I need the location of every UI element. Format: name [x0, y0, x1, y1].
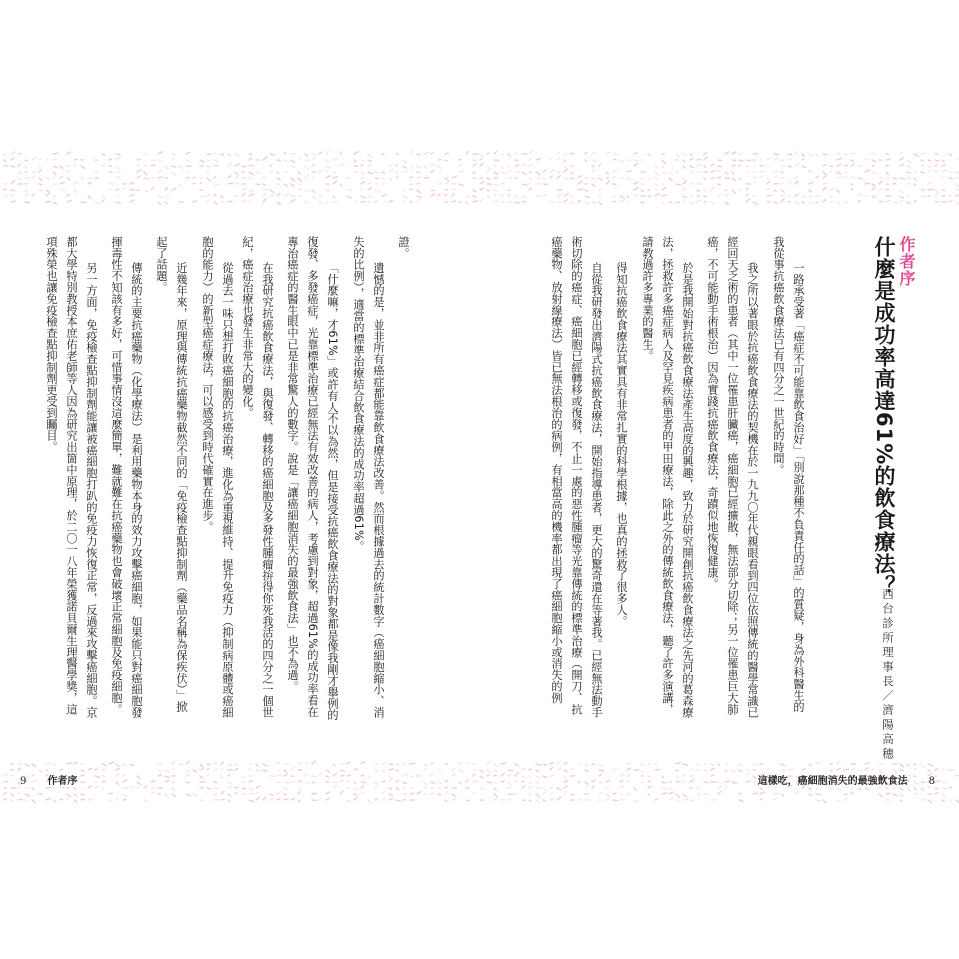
body-column: 另一方面，免疫檢查點抑制劑能讓被癌細胞打趴的免疫力恢復正常，反過來攻擊癌細胞。京 — [85, 262, 98, 718]
section-label: 作者序 — [897, 236, 916, 287]
body-column: 從過去一味只想打敗癌細胞的抗癌治療，進化為重視維持、提升免疫力（抑制病原體或癌細 — [221, 262, 234, 718]
body-column: 揮毒性不知該有多好，可惜事情沒這麼簡單，難就難在抗癌藥物也會破壞正常細胞及免疫細胞。 — [110, 236, 123, 715]
band-pattern-top — [0, 150, 959, 205]
body-column: 自從我研發出濟陽式抗癌飲食療法，開始指導患者，更大的驚奇還在等著我。已經無法動手 — [590, 262, 603, 718]
body-column: 我之所以著眼於抗癌飲食療法的契機在於一九九〇年代親眼看到四位依照傳統的醫學常識已 — [746, 262, 759, 718]
page-title: 什麼是成功率高達61%的飲食療法？ — [872, 236, 896, 598]
body-column: 起了話題。 — [155, 236, 168, 293]
body-column: 在我研究抗癌飲食療法，與復發、轉移的癌細胞及多發性腫瘤拚得你死我活的四分之一個世 — [261, 262, 274, 718]
page-number: 8 — [928, 776, 935, 787]
body-column: 遺憾的是，並非所有癌症都能靠飲食療法改善。然而根據過去的統計數字（癌細胞縮小、消 — [372, 262, 385, 718]
body-column: 專治癌症的醫生眼中已是非常驚人的數字。說是「讓癌細胞消失的最強飲食法」也不為過。 — [286, 236, 299, 692]
body-column: 經回天乏術的患者（其中一位罹患肝臟癌，癌細胞已經擴散，無法部分切除；另一位罹患巨大肺 — [726, 236, 739, 715]
body-column: 癌藥物、放射線療法）皆已無法根治的病例，有相當高的機率都出現了癌細胞縮小或消失的例 — [550, 236, 563, 704]
body-column: 紀，癌症治療也發生非常大的變化。 — [241, 236, 254, 419]
body-column: 項殊榮也讓免疫檢查點抑制劑更受到矚目。 — [45, 236, 58, 453]
body-column: 胞的能力）的新型癌症療法，可以感受到時代確實在進步。 — [201, 236, 214, 533]
body-column: 失的比例），適當的標準治療結合飲食療法的成功率超過61%。 — [352, 236, 365, 553]
decorative-band-top — [0, 150, 959, 205]
running-head: 作者序 — [47, 776, 78, 787]
body-column: 都大學特別教授本庶佑老師等人因為研究出箇中原理，於二〇一八年榮獲諾貝爾生理醫學獎，這 — [65, 236, 78, 715]
body-column: 請教過許多專業的醫生。 — [641, 236, 654, 362]
left-folio — [20, 772, 77, 787]
page-number: 9 — [20, 776, 27, 787]
body-column: 得知抗癌飲食療法其實具有非常扎實的科學根據，也真的拯救了很多人。 — [615, 262, 628, 627]
right-folio — [758, 772, 935, 787]
body-column: 近幾年來，原理與傳統抗癌藥物截然不同的「免疫檢查點抑制劑（藥品名稱為保疾伏）」掀 — [175, 262, 188, 713]
body-column: 我從事抗癌飲食療法已有四分之一世紀的時間。 — [772, 236, 785, 476]
body-column: 於是我開始對抗癌飲食療法產生高度的興趣，致力於研究開創抗癌飲食療法之先河的葛森療 — [681, 262, 694, 718]
body-column: 一路承受著「癌症不可能靠飲食治好」「別說那種不負責任的話」的質疑，身為外科醫生的 — [792, 262, 805, 713]
running-head: 這樣吃，癌細胞消失的最強飲食法 — [757, 776, 908, 787]
body-column: 癌，不可能動手術根治）因為實踐抗癌飲食療法，奇蹟似地恢復健康。 — [706, 236, 719, 590]
body-column: 復發、多發癌症，光靠標準治療已經無法有效改善的病人，考慮到對象，超過61%的成功率看在 — [306, 236, 319, 718]
body-column: 傳統的主要抗癌藥物（化學療法）是利用藥物本身的效力攻擊癌細胞，如果能只對癌細胞發 — [130, 262, 143, 718]
body-column: 「什麼嘛，才61%」或許有人不以為然，但是接受抗癌飲食療法的對象都是像我剛才舉例的 — [326, 262, 339, 721]
body-column: 術切除的癌症、癌細胞已經轉移或復發，不止一處的惡性腫瘤等光靠傳統的標準治療（開刀、抗 — [570, 236, 583, 715]
author-byline: 西台診所理事長／濟陽高穗 — [881, 588, 895, 762]
body-column: 證。 — [397, 236, 410, 259]
body-column: 法，拯救許多癌症病人及罕見疾病患者的甲田療法，除此之外的傳統飲食療法，聽了許多演講， — [661, 236, 674, 715]
